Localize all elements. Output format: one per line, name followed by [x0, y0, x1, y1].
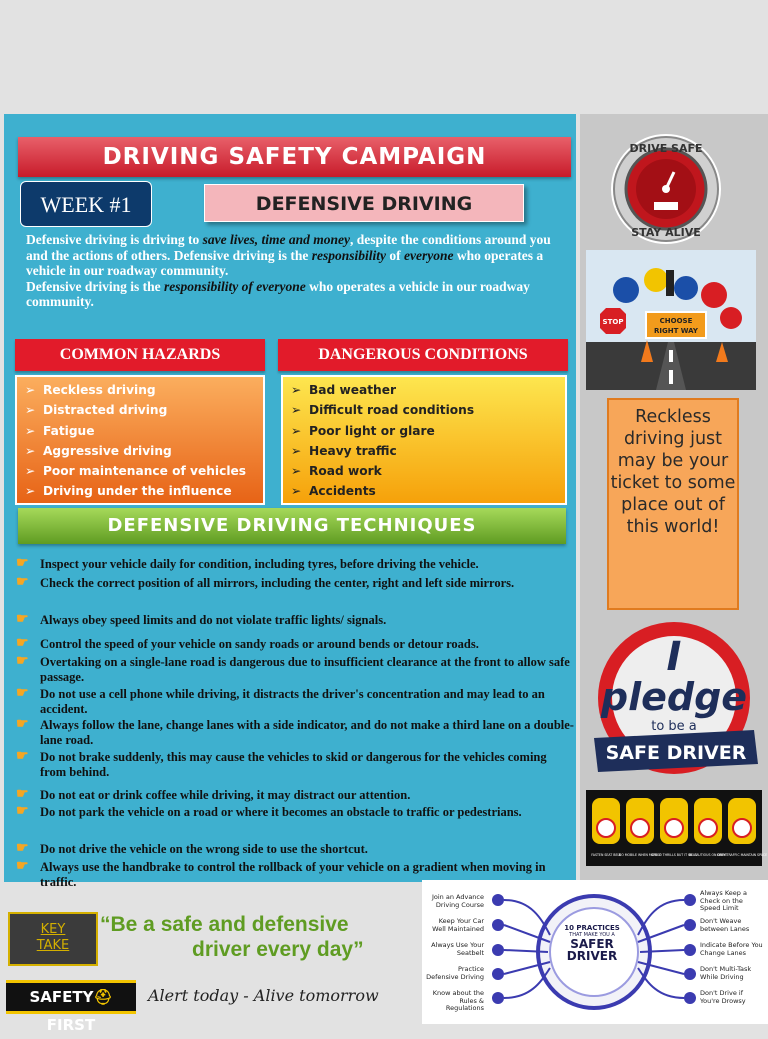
traffic-signs-image — [586, 250, 756, 390]
list-item-label: Driving under the influence — [43, 484, 232, 499]
list-item-label: Difficult road conditions — [309, 403, 475, 418]
practice-label: Always Keep a Check on the Speed Limit — [700, 889, 747, 912]
list-item — [14, 576, 574, 591]
list-item-label: Control the speed of your vehicle on sandy roads or around bends or detour roads. — [40, 637, 479, 651]
practice-label: Don't Weave between Lanes — [700, 917, 750, 933]
conditions-header: DANGEROUS CONDITIONS — [278, 339, 568, 371]
pledge-word: pledge — [600, 675, 748, 719]
helmet-icon: ⛑ — [93, 988, 113, 1006]
logo-word-1: SAFETY — [29, 988, 94, 1006]
list-item — [291, 481, 565, 501]
practice-label: Don't Drive if You're Drowsy — [700, 989, 746, 1005]
key-takeaway-label — [8, 912, 98, 966]
intro-text-part: who operates a vehicle in our roadway community. — [26, 278, 530, 309]
safety-hands-illustration — [586, 790, 768, 866]
list-item-label: Poor light or glare — [309, 423, 435, 438]
sign-text-1: CHOOSE — [659, 317, 693, 325]
quote-line-2: driver every day” — [192, 938, 364, 961]
arrow-bullet-icon: ➢ — [25, 423, 36, 438]
infographic-title-3: SAFER — [570, 937, 614, 951]
sign-text-2: RIGHT WAY — [653, 327, 699, 335]
list-item — [14, 842, 574, 857]
list-item — [25, 441, 263, 461]
list-item-label: Aggressive driving — [43, 443, 172, 458]
arrow-bullet-icon: ➢ — [291, 403, 302, 418]
list-item — [291, 380, 565, 400]
list-item — [14, 687, 574, 717]
list-item — [25, 461, 263, 481]
list-item — [14, 655, 574, 685]
pointing-hand-icon: ☛ — [16, 654, 29, 669]
practice-label: Don't Multi-Task While Driving — [700, 965, 752, 981]
arrow-bullet-icon: ➢ — [25, 464, 36, 479]
week-badge: WEEK #1 — [20, 181, 152, 227]
list-item — [14, 613, 574, 628]
intro-text-part: of — [386, 247, 405, 263]
badge-top-text: DRIVE SAFE — [629, 142, 703, 155]
practice-label: Keep Your Car Well Maintained — [432, 917, 484, 933]
safety-first-logo — [6, 980, 136, 1034]
arrow-bullet-icon: ➢ — [25, 484, 36, 499]
list-item-label: Always use the handbrake to control the rollback of your vehicle on a gradient when moving in traffic. — [40, 860, 546, 889]
arrow-bullet-icon: ➢ — [291, 464, 302, 479]
list-item-label: Always follow the lane, change lanes with a side indicator, and do not make a third lane on a double-lane road. — [40, 718, 574, 747]
reckless-driving-card: Reckless driving just may be your ticket to some place out of this world! — [607, 398, 739, 610]
intro-emphasis: everyone — [404, 247, 454, 263]
list-item — [25, 380, 263, 400]
list-item-label: Accidents — [309, 484, 376, 499]
intro-emphasis: responsibility — [311, 247, 387, 263]
list-item-label: Do not drive the vehicle on the wrong side to use the shortcut. — [40, 842, 368, 856]
pointing-hand-icon: ☛ — [16, 612, 29, 627]
intro-text-part: who operates a vehicle in our roadway community. — [26, 247, 544, 278]
list-item — [291, 461, 565, 481]
drive-safe-badge — [604, 132, 728, 246]
hazards-list — [15, 375, 265, 505]
logo-word-2: FIRST — [46, 1016, 96, 1034]
list-item — [25, 400, 263, 420]
list-item — [14, 557, 574, 572]
list-item — [25, 421, 263, 441]
quote-line-1: “Be a safe and defensive — [100, 913, 349, 936]
hand-label: FASTEN SEAT BELT — [591, 853, 621, 857]
arrow-bullet-icon: ➢ — [25, 383, 36, 397]
infographic-title-1: 10 PRACTICES — [564, 924, 620, 932]
arrow-bullet-icon: ➢ — [25, 443, 36, 458]
hand-label: SPEED THRILLS BUT IT KILLS — [651, 853, 697, 857]
take-label: TAKE — [36, 938, 70, 953]
list-item-label: Do not park the vehicle on a road or where it becomes an obstacle to traffic or pedestrians. — [40, 805, 522, 819]
list-item — [25, 481, 263, 501]
intro-text-part: Defensive driving is the — [26, 278, 164, 294]
pledge-badge — [586, 614, 762, 786]
pointing-hand-icon: ☛ — [16, 717, 29, 732]
pointing-hand-icon: ☛ — [16, 859, 29, 874]
practice-label: Join an Advance Driving Course — [431, 893, 484, 909]
list-item-label: Always obey speed limits and do not violate traffic lights/ signals. — [40, 613, 387, 627]
traffic-signs-illustration — [586, 250, 756, 390]
intro-emphasis: save lives, time and money — [202, 232, 350, 247]
pointing-hand-icon: ☛ — [16, 804, 29, 819]
intro-paragraph-2 — [26, 279, 566, 310]
conditions-list — [281, 375, 567, 505]
list-item-label: Inspect your vehicle daily for condition, including tyres, before driving the vehicle. — [40, 557, 479, 571]
arrow-bullet-icon: ➢ — [291, 443, 302, 458]
list-item — [14, 637, 574, 652]
list-item — [291, 421, 565, 441]
pledge-sub: to be a — [651, 719, 697, 734]
list-item-label: Poor maintenance of vehicles — [43, 464, 247, 479]
list-item-label: Bad weather — [309, 383, 397, 397]
badge-bottom-text: STAY ALIVE — [631, 226, 701, 239]
list-item — [14, 718, 574, 748]
list-item-label: Reckless driving — [43, 383, 156, 397]
list-item — [291, 400, 565, 420]
hand-label: OBEY TRAFFIC MAINTAIN SPACE — [716, 853, 768, 857]
list-item-label: Fatigue — [43, 423, 95, 438]
list-item-label: Overtaking on a single-lane road is dangerous due to insufficient clearance at the front to allow safe passage. — [40, 655, 570, 684]
infographic-title-2: THAT MAKE YOU A — [569, 932, 615, 938]
list-item-label: Road work — [309, 464, 382, 479]
intro-paragraph-1 — [26, 232, 566, 279]
quote — [100, 912, 400, 962]
pledge-banner: SAFE DRIVER — [605, 742, 747, 764]
pointing-hand-icon: ☛ — [16, 787, 29, 802]
arrow-bullet-icon: ➢ — [291, 423, 302, 438]
list-item-label: Check the correct position of all mirrors, including the center, right and left side mirrors. — [40, 576, 515, 590]
list-item — [291, 441, 565, 461]
intro-emphasis: responsibility of everyone — [164, 278, 306, 294]
practice-label: Always Use Your Seatbelt — [431, 941, 484, 957]
pointing-hand-icon: ☛ — [16, 841, 29, 856]
practice-label: Indicate Before You Change Lanes — [700, 941, 763, 957]
practice-label: Know about the Rules & Regulations — [432, 989, 484, 1012]
pointing-hand-icon: ☛ — [16, 686, 29, 701]
arrow-bullet-icon: ➢ — [291, 383, 302, 397]
tagline: Alert today - Alive tomorrow — [148, 986, 379, 1005]
stop-sign-text: STOP — [602, 318, 624, 326]
list-item — [14, 788, 574, 803]
arrow-bullet-icon: ➢ — [25, 403, 36, 418]
list-item-label: Do not brake suddenly, this may cause the vehicles to skid or dangerous for the vehicles coming from behind. — [40, 750, 547, 779]
list-item-label: Do not eat or drink coffee while driving, it may distract our attention. — [40, 788, 411, 802]
pointing-hand-icon: ☛ — [16, 575, 29, 590]
campaign-title: DRIVING SAFETY CAMPAIGN — [18, 137, 571, 177]
intro-text-part: , despite the conditions around you and the actions of others. Defensive driving is the — [26, 232, 551, 263]
hand-label: BE CAUTIOUS ON DRIVE — [688, 853, 728, 857]
list-item-label: Distracted driving — [43, 403, 168, 418]
pointing-hand-icon: ☛ — [16, 749, 29, 764]
list-item-label: Heavy traffic — [309, 443, 397, 458]
pointing-hand-icon: ☛ — [16, 636, 29, 651]
pointing-hand-icon: ☛ — [16, 556, 29, 571]
pledge-illustration — [586, 614, 762, 786]
arrow-bullet-icon: ➢ — [291, 484, 302, 499]
list-item-label: Do not use a cell phone while driving, it distracts the driver's concentration and may lead to an accident. — [40, 687, 545, 716]
practice-label: Practice Defensive Driving — [426, 965, 484, 981]
techniques-header: DEFENSIVE DRIVING TECHNIQUES — [18, 508, 566, 544]
topic-title: DEFENSIVE DRIVING — [204, 184, 524, 222]
intro-text — [26, 232, 566, 310]
key-label: KEY — [40, 922, 66, 937]
intro-text-part: Defensive driving is driving to — [26, 232, 203, 247]
speedometer-icon — [604, 132, 728, 246]
list-item — [14, 805, 574, 820]
infographic-title — [552, 924, 632, 962]
safety-hands-image — [586, 790, 768, 866]
pledge-i: I — [666, 634, 682, 680]
infographic-title-4: DRIVER — [566, 949, 618, 963]
hazards-header: COMMON HAZARDS — [15, 339, 265, 371]
list-item — [14, 750, 574, 780]
hand-label: NO MOBILE WHEN MOBILE — [618, 853, 662, 857]
